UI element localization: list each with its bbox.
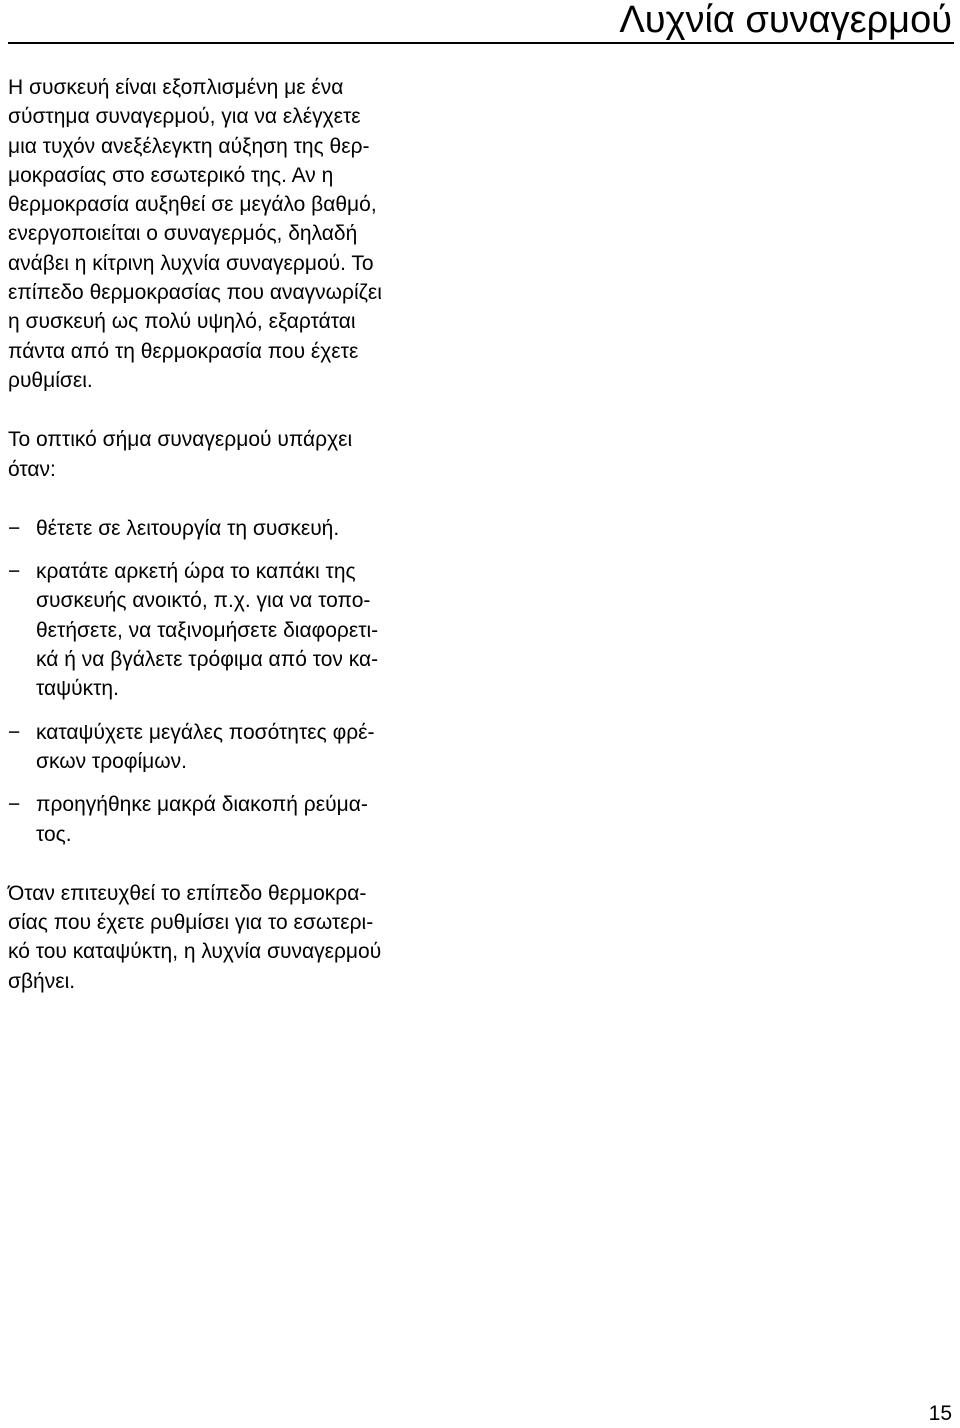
- text-line: ταψύκτη.: [36, 677, 119, 701]
- header-rule: [8, 42, 954, 44]
- text-line: όταν:: [8, 457, 56, 481]
- text-line: η συσκευή ως πολύ υψηλό, εξαρτάται: [8, 310, 356, 334]
- dash-bullet: −: [8, 793, 21, 817]
- text-line: ρυθμίσει.: [8, 368, 93, 392]
- page-number: 15: [928, 1402, 952, 1425]
- list-item: [8, 557, 478, 703]
- text-line: τος.: [36, 822, 72, 846]
- page-title: Λυχνία συναγερμού: [619, 0, 952, 41]
- text-line: σβήνει.: [8, 969, 76, 993]
- main-content: [8, 73, 478, 996]
- text-line: θέτετε σε λειτουργία τη συσκευή.: [36, 516, 340, 540]
- text-line: Το οπτικό σήμα συναγερμού υπάρχει: [8, 428, 353, 452]
- closing-paragraph: [8, 879, 478, 996]
- signal-intro-paragraph: [8, 425, 478, 484]
- dash-bullet: −: [8, 516, 21, 540]
- text-line: πάντα από τη θερμοκρασία που έχετε: [8, 339, 359, 363]
- text-line: θερμοκρασία αυξηθεί σε μεγάλο βαθμό,: [8, 193, 377, 217]
- intro-paragraph: [8, 73, 478, 395]
- list-item: [8, 790, 478, 849]
- text-line: σίας που έχετε ρυθμίσει για το εσωτερι-: [8, 911, 374, 935]
- list-item: [8, 718, 478, 777]
- text-line: μια τυχόν ανεξέλεγκτη αύξηση της θερ-: [8, 134, 370, 158]
- text-line: κρατάτε αρκετή ώρα το καπάκι της: [36, 560, 356, 584]
- text-line: κά ή να βγάλετε τρόφιμα από τον κα-: [36, 648, 379, 672]
- text-line: συσκευής ανοικτό, π.χ. για να τοπο-: [36, 589, 371, 613]
- text-line: μοκρασίας στο εσωτερικό της. Αν η: [8, 163, 334, 187]
- text-line: σκων τροφίμων.: [36, 749, 187, 773]
- text-line: κό του καταψύκτη, η λυχνία συναγερμού: [8, 940, 382, 964]
- text-line: καταψύχετε μεγάλες ποσότητες φρέ-: [36, 720, 375, 744]
- list-item: [8, 514, 478, 543]
- conditions-list: [8, 514, 478, 849]
- text-line: Όταν επιτευχθεί το επίπεδο θερμοκρα-: [8, 881, 367, 905]
- text-line: θετήσετε, να ταξινομήσετε διαφορετι-: [36, 618, 379, 642]
- dash-bullet: −: [8, 560, 21, 584]
- text-line: σύστημα συναγερμού, για να ελέγχετε: [8, 105, 361, 129]
- text-line: ανάβει η κίτρινη λυχνία συναγερμού. Το: [8, 251, 374, 275]
- text-line: Η συσκευή είναι εξοπλισμένη με ένα: [8, 76, 344, 99]
- text-line: ενεργοποιείται ο συναγερμός, δηλαδή: [8, 222, 358, 246]
- dash-bullet: −: [8, 720, 21, 744]
- text-line: προηγήθηκε μακρά διακοπή ρεύμα-: [36, 793, 368, 817]
- text-line: επίπεδο θερμοκρασίας που αναγνωρίζει: [8, 281, 382, 305]
